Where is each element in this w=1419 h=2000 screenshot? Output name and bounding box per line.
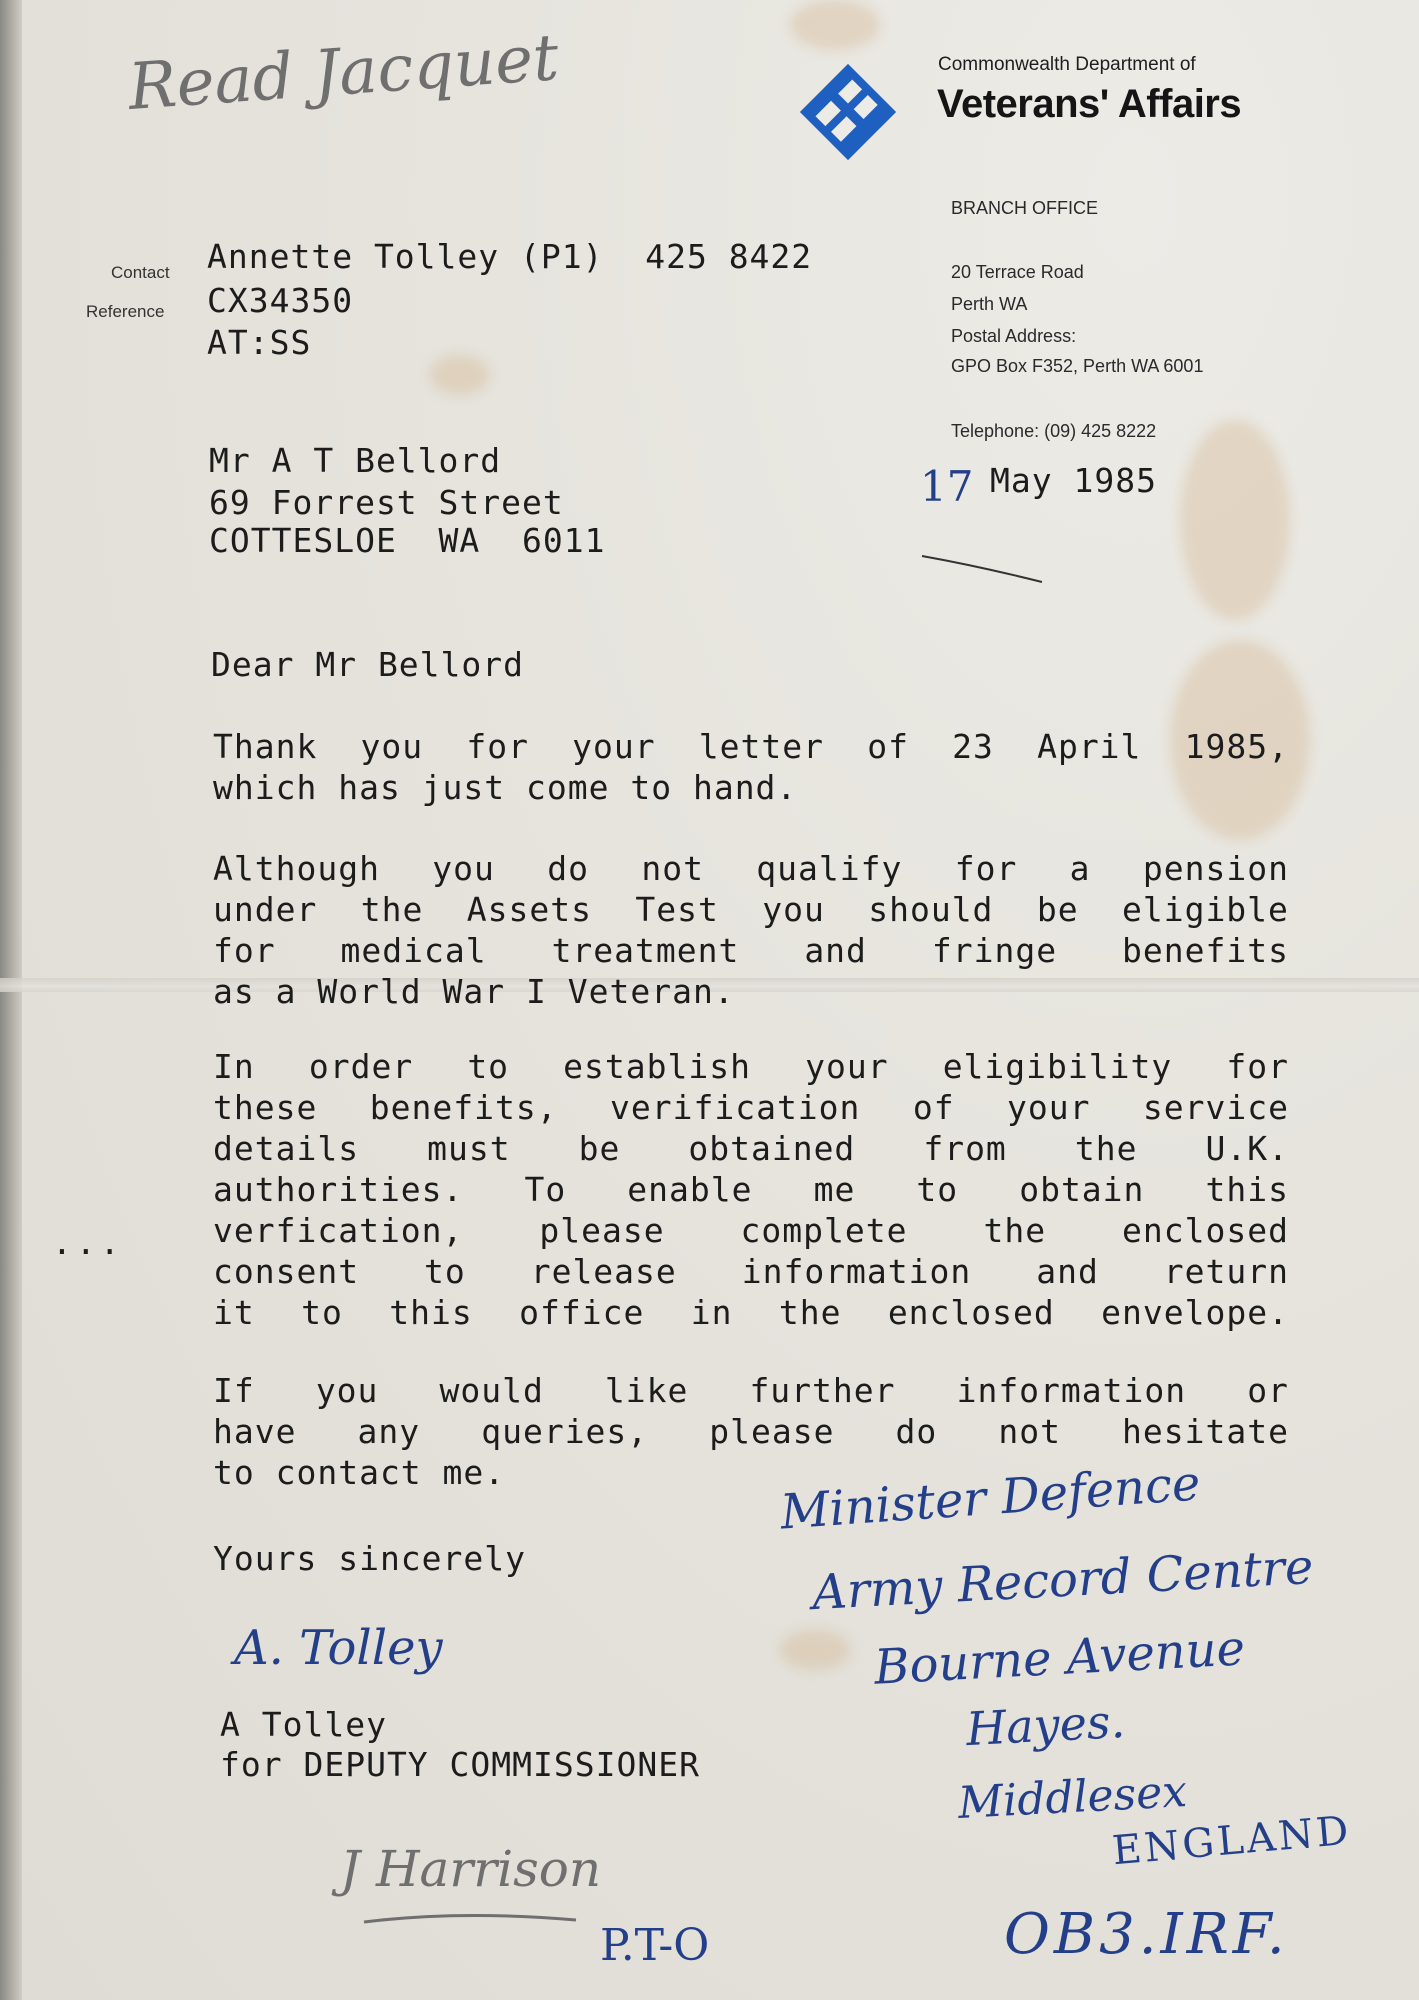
handwritten-code: OB3.IRF. [1004,1902,1289,1967]
recipient-street: 69 Forrest Street [209,483,564,522]
paragraph-word: you [432,849,495,888]
paragraph-word: April [1037,727,1142,766]
paragraph-word: this [389,1293,473,1332]
paragraph-word: and [1036,1252,1099,1291]
reference-value: CX34350 [207,281,354,320]
paragraph-word: hesitate [1122,1412,1289,1451]
stain [780,1630,850,1670]
paragraph-word: eligible [1121,890,1289,929]
paragraph-word: If [213,1371,255,1410]
paragraph-word: for [213,931,276,970]
date-month-year: May 1985 [990,461,1157,500]
paragraph-word: information [956,1371,1187,1410]
paragraph-word: your [1007,1088,1091,1127]
branch-office-label: BRANCH OFFICE [951,198,1099,218]
paragraph-word: eligibility [942,1047,1173,1086]
paragraph-word: or [1247,1371,1289,1410]
paragraph-word: obtained [688,1129,856,1168]
paragraph-word: information [741,1252,972,1291]
paragraph-word: be [1036,890,1079,929]
paragraph-word: Thank [213,727,318,766]
paragraph-word: obtain [1019,1170,1145,1209]
paragraph-word: to [467,1047,510,1086]
paragraph-word: must [427,1129,511,1168]
paragraph-word: verfication, [213,1211,464,1250]
paragraph-word: to [424,1252,466,1291]
dva-logo-icon [792,56,904,168]
office-telephone: Telephone: (09) 425 8222 [951,421,1157,441]
paragraph-word: qualify [756,849,903,888]
paragraph-word: should [868,890,994,929]
office-city: Perth WA [951,294,1028,314]
paragraph-word: medical [340,931,487,970]
paragraph-word: authorities. [213,1170,464,1209]
reference-initials: AT:SS [207,323,312,362]
department-line1: Commonwealth Department of [938,54,1196,75]
postal-label: Postal Address: [951,326,1077,346]
paragraph-word: any [357,1412,421,1451]
postal-address: GPO Box F352, Perth WA 6001 [951,356,1204,376]
handwritten-address-line: Hayes. [964,1693,1127,1757]
handwritten-address-line: Minister Defence [778,1455,1203,1541]
paragraph-word: of [867,727,909,766]
salutation: Dear Mr Bellord [211,645,525,684]
paragraph-word: complete [740,1211,908,1250]
paragraph-word: for [466,727,529,766]
paragraph-word: would [439,1371,544,1410]
paragraph-word: To [524,1170,567,1209]
paragraph-word: treatment [551,931,740,970]
date-underline-mark [918,548,1048,588]
paragraph-word: letter [698,727,825,766]
closing: Yours sincerely [213,1539,527,1578]
paragraph-word: be [578,1129,621,1168]
paragraph-word: like [604,1371,689,1410]
paragraph-word: under [213,890,318,929]
paragraph-word: of [912,1088,955,1127]
paragraph-word: further [749,1371,896,1410]
paragraph-word: order [308,1047,414,1086]
paragraph-word: you [762,890,825,929]
paragraph-word: pension [1142,849,1289,888]
handwritten-address-line: Bourne Avenue [872,1620,1247,1696]
paragraph-word: the [983,1211,1047,1250]
stain [1180,420,1290,620]
reference-label: Reference [86,302,165,321]
stain [790,0,880,50]
paragraph-word: benefits [1122,931,1289,970]
paragraph-word: the [778,1293,842,1332]
paragraph-word: enclosed [887,1293,1055,1332]
paragraph-word: for [1226,1047,1289,1086]
name-underline-mark [360,1900,580,1930]
paragraph-word: 23 [952,727,994,766]
signature: A. Tolley [234,1620,443,1676]
paragraph-word: fringe [931,931,1058,970]
paragraph-word: office [519,1293,645,1332]
paragraph-word: enclosed [1122,1211,1289,1250]
paragraph-word: your [805,1047,889,1086]
paragraph-2 [213,848,1289,1012]
page-edge [0,0,22,2000]
paragraph-line: to contact me. [213,1453,506,1492]
handwritten-address-line: Army Record Centre [810,1538,1315,1622]
paragraph-word: these [213,1088,318,1127]
paragraph-word: it [213,1293,255,1332]
paragraph-word: to [301,1293,343,1332]
handwritten-address-line: ENGLAND [1110,1807,1354,1875]
paragraph-word: queries, [481,1412,649,1451]
paragraph-word: your [572,727,656,766]
stain [430,355,490,395]
paragraph-word: to [916,1170,959,1209]
date-day-handwritten: 17 [920,462,974,511]
paragraph-word: the [360,890,424,929]
office-street: 20 Terrace Road [951,262,1084,282]
paragraph-word: release [530,1252,677,1291]
paragraph-word: Although [213,849,380,888]
margin-mark: ... [52,1223,124,1262]
paragraph-word: Assets [466,890,592,929]
paragraph-line: which has just come to hand. [213,768,798,807]
handwritten-annotation-top: Read Jacquet [125,21,562,125]
paragraph-line: as a World War I Veteran. [213,972,735,1011]
contact-value: Annette Tolley (P1) 425 8422 [207,237,813,276]
signer-name: A Tolley [220,1705,387,1744]
paragraph-word: you [315,1371,379,1410]
paragraph-word: this [1205,1170,1289,1209]
paragraph-word: not [641,849,704,888]
pto-note: P.T-O [600,1920,710,1971]
paragraph-word: U.K. [1205,1129,1289,1168]
paragraph-word: please [539,1211,665,1250]
paragraph-word: and [804,931,867,970]
contact-label: Contact [111,263,170,282]
paragraph-word: enable [627,1170,753,1209]
paragraph-word: not [998,1412,1061,1451]
paragraph-word: service [1142,1088,1289,1127]
recipient-name: Mr A T Bellord [209,441,502,480]
paragraph-1 [213,726,1289,808]
paragraph-word: from [923,1129,1007,1168]
paragraph-word: you [360,727,424,766]
signer-title: for DEPUTY COMMISSIONER [220,1745,700,1784]
paragraph-word: have [213,1412,297,1451]
paragraph-word: in [690,1293,733,1332]
paragraph-word: do [895,1412,938,1451]
paragraph-word: details [213,1129,360,1168]
paragraph-word: the [1074,1129,1138,1168]
paragraph-word: verification [610,1088,861,1127]
paragraph-word: me [813,1170,856,1209]
paragraph-word: consent [213,1252,360,1291]
paragraph-word: please [709,1412,835,1451]
paragraph-word: In [213,1047,255,1086]
paragraph-word: envelope. [1101,1293,1289,1332]
paragraph-word: Test [635,890,719,929]
recipient-city: COTTESLOE WA 6011 [209,521,606,560]
handwritten-address-line: Middlesex [956,1766,1189,1829]
paragraph-word: establish [563,1047,751,1086]
paragraph-word: do [547,849,589,888]
department-name: Veterans' Affairs [937,82,1242,126]
handwritten-name-bottom: J Harrison [340,1840,602,1898]
paragraph-word: return [1163,1252,1289,1291]
paragraph-word: 1985, [1184,727,1289,766]
paragraph-3 [213,1046,1289,1333]
paragraph-word: benefits, [369,1088,558,1127]
paragraph-word: for [954,849,1018,888]
paragraph-word: a [1069,849,1091,888]
